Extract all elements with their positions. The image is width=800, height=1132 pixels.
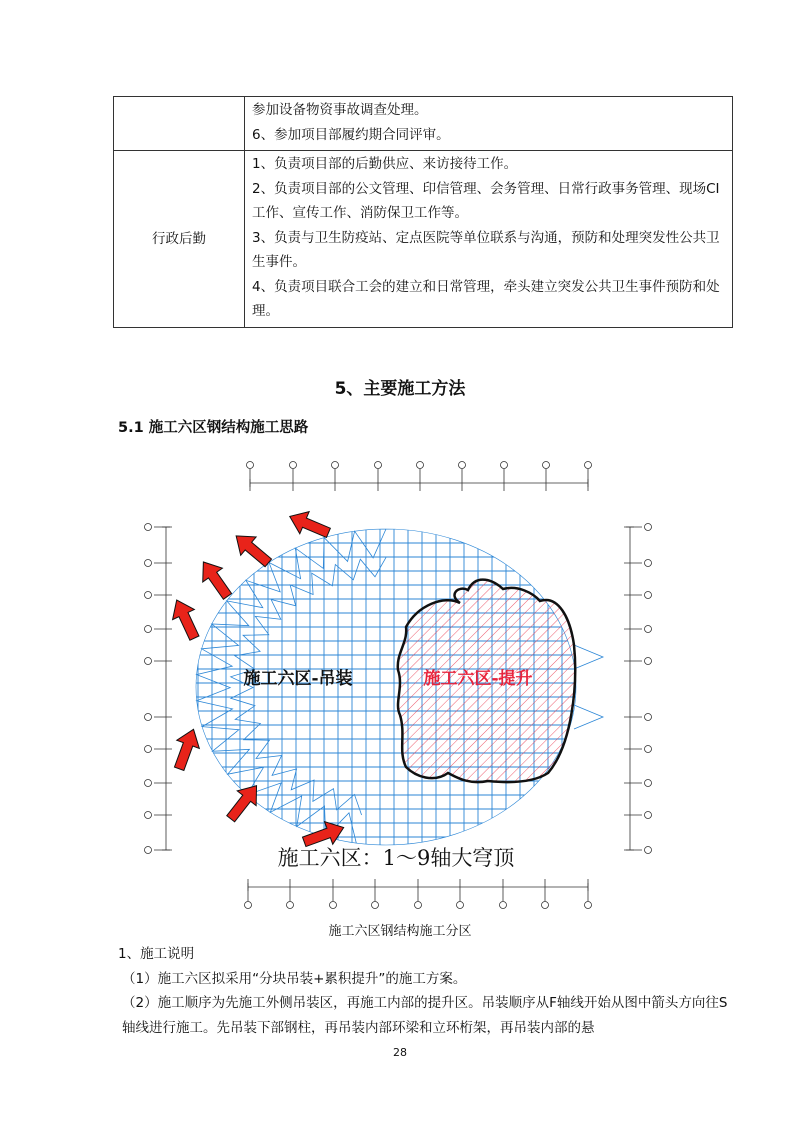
figure-caption: 施工六区钢结构施工分区 — [328, 924, 472, 939]
table-row — [114, 97, 733, 151]
notes-paragraph: （2）施工顺序为先施工外侧吊装区，再施工内部的提升区。吊装顺序从F轴线开始从图中箭头方向往S轴线进行施工。先吊装下部钢柱，再吊装内部环梁和立环桁架，再吊装内部的悬 — [122, 995, 728, 1036]
zone-label-lifting: 施工六区-吊装 — [243, 669, 353, 689]
duty-item: 6、参加项目部履约期合同评审。 — [252, 126, 450, 143]
notes-heading: 1、施工说明 — [118, 946, 195, 962]
zone-label-hoisting: 施工六区-提升 — [423, 669, 533, 689]
duty-item: 3、负责与卫生防疫站、定点医院等单位联系与沟通，预防和处理突发性公共卫生事件。 — [252, 229, 720, 270]
duties-cell — [245, 97, 733, 151]
construction-notes — [118, 942, 738, 1040]
duty-table — [113, 96, 733, 328]
axis-ruler-top — [247, 462, 592, 492]
duties-cell — [245, 151, 733, 328]
department-cell — [114, 97, 245, 151]
table-row — [114, 151, 733, 328]
duty-item: 参加设备物资事故调查处理。 — [252, 102, 428, 118]
axis-ruler-left — [145, 524, 173, 854]
duty-item: 1、负责项目部的后勤供应、来访接待工作。 — [252, 156, 518, 172]
duty-item: 2、负责项目部的公文管理、印信管理、会务管理、日常行政事务管理、现场CI工作、宣传工作、消防保卫工作等。 — [252, 180, 720, 221]
zone-diagram — [138, 455, 658, 910]
duty-item: 4、负责项目联合工会的建立和日常管理，牵头建立突发公共卫生事件预防和处理。 — [252, 278, 720, 319]
section-title: 5、主要施工方法 — [334, 379, 466, 399]
subsection-title: 5.1 施工六区钢结构施工思路 — [118, 420, 309, 436]
axis-ruler-bottom — [245, 879, 592, 909]
dome-label: 施工六区：1～9轴大穹顶 — [277, 846, 515, 870]
axis-ruler-right — [624, 524, 652, 854]
east-spikes — [574, 645, 603, 729]
page-number: 28 — [393, 1046, 407, 1059]
department-cell: 行政后勤 — [114, 151, 245, 328]
notes-paragraph: （1）施工六区拟采用“分块吊装+累积提升”的施工方案。 — [122, 970, 467, 987]
